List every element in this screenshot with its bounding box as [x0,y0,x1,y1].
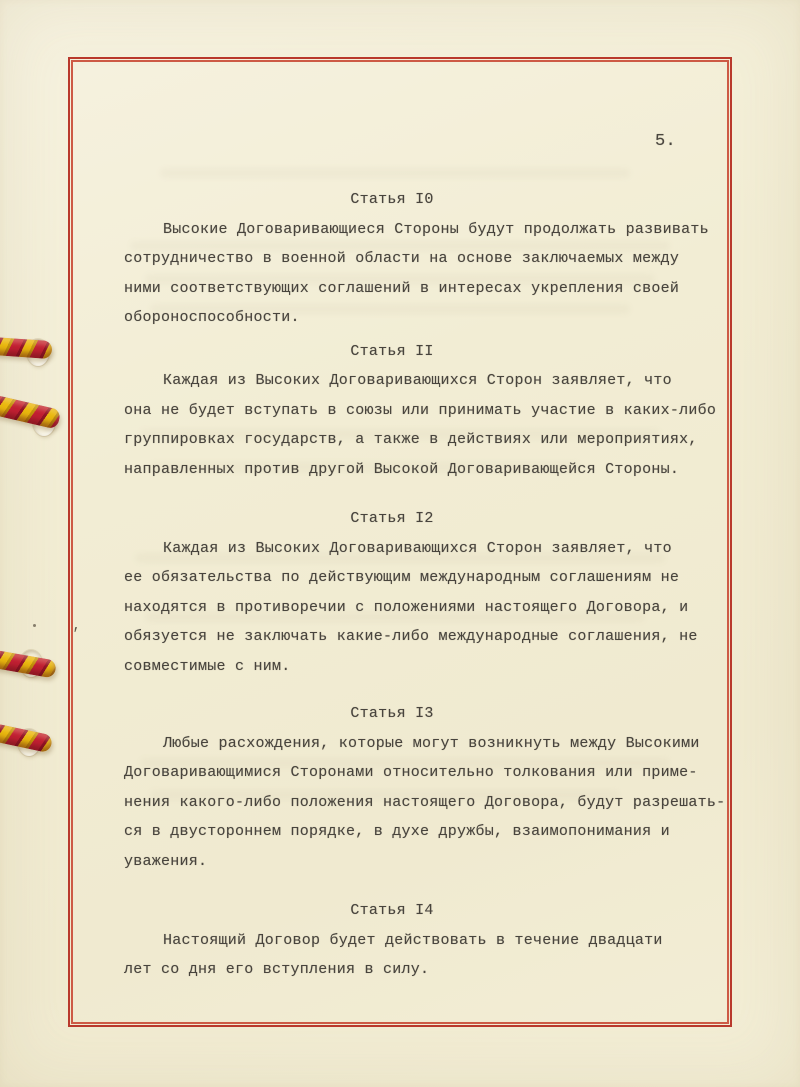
binding-cord-icon [0,394,61,429]
text-line: Каждая из Высоких Договаривающихся Сторон заявляет, что [163,539,672,557]
article-heading: Статья I0 [350,191,434,208]
text-line: ними соответствующих соглашений в интересах укрепления своей [124,279,680,297]
text-line: Договаривающимися Сторонами относительно толкования или приме- [124,764,698,781]
article-heading: Статья I2 [350,510,434,527]
article-paragraph [124,926,720,985]
text-line: Высокие Договаривающиеся Стороны будут продолжать развивать [163,220,709,238]
page-number: 5. [655,132,676,151]
binding-cord-icon [0,337,53,359]
text-line: Любые расхождения, которые могут возникнуть между Высокими [163,734,700,752]
article-heading: Статья I3 [350,705,434,722]
treaty-article [124,504,720,681]
text-line: нения какого-либо положения настоящего Договора, будут разрешать- [124,793,726,811]
text-line: находятся в противоречии с положениями настоящего Договора, и [124,598,689,616]
text-line: Настоящий Договор будет действовать в течение двадцати [163,931,663,949]
text-line: обязуется не заключать какие-либо международные соглашения, не [124,628,698,645]
article-paragraph [124,534,720,682]
article-paragraph [124,729,726,877]
document-body [124,185,726,985]
treaty-article [124,337,720,485]
article-paragraph [124,215,720,333]
text-line: ее обязательства по действующим международным соглашениям не [124,569,680,586]
stray-pencil-mark: ’ [70,625,83,644]
paper-speck [33,624,36,627]
text-line: она не будет вступать в союзы или принимать участие в каких-либо [124,401,717,419]
text-line: обороноспособности. [124,309,300,326]
text-line: Каждая из Высоких Договаривающихся Сторон заявляет, что [163,372,672,389]
article-heading: Статья II [350,342,434,360]
treaty-article [124,185,720,333]
treaty-article [124,699,726,876]
text-line: сотрудничество в военной области на основе заключаемых между [124,250,680,267]
text-line: группировках государств, а также в действиях или мероприятиях, [124,431,698,448]
text-line: направленных против другой Высокой Договаривающейся Стороны. [124,460,680,478]
text-line: лет со дня его вступления в силу. [124,961,430,978]
text-line: уважения. [124,852,208,870]
article-paragraph [124,366,720,484]
text-line: совместимые с ним. [124,657,291,675]
article-heading: Статья I4 [350,902,434,919]
text-line: ся в двустороннем порядке, в духе дружбы, взаимопонимания и [124,823,670,840]
treaty-article [124,896,720,985]
